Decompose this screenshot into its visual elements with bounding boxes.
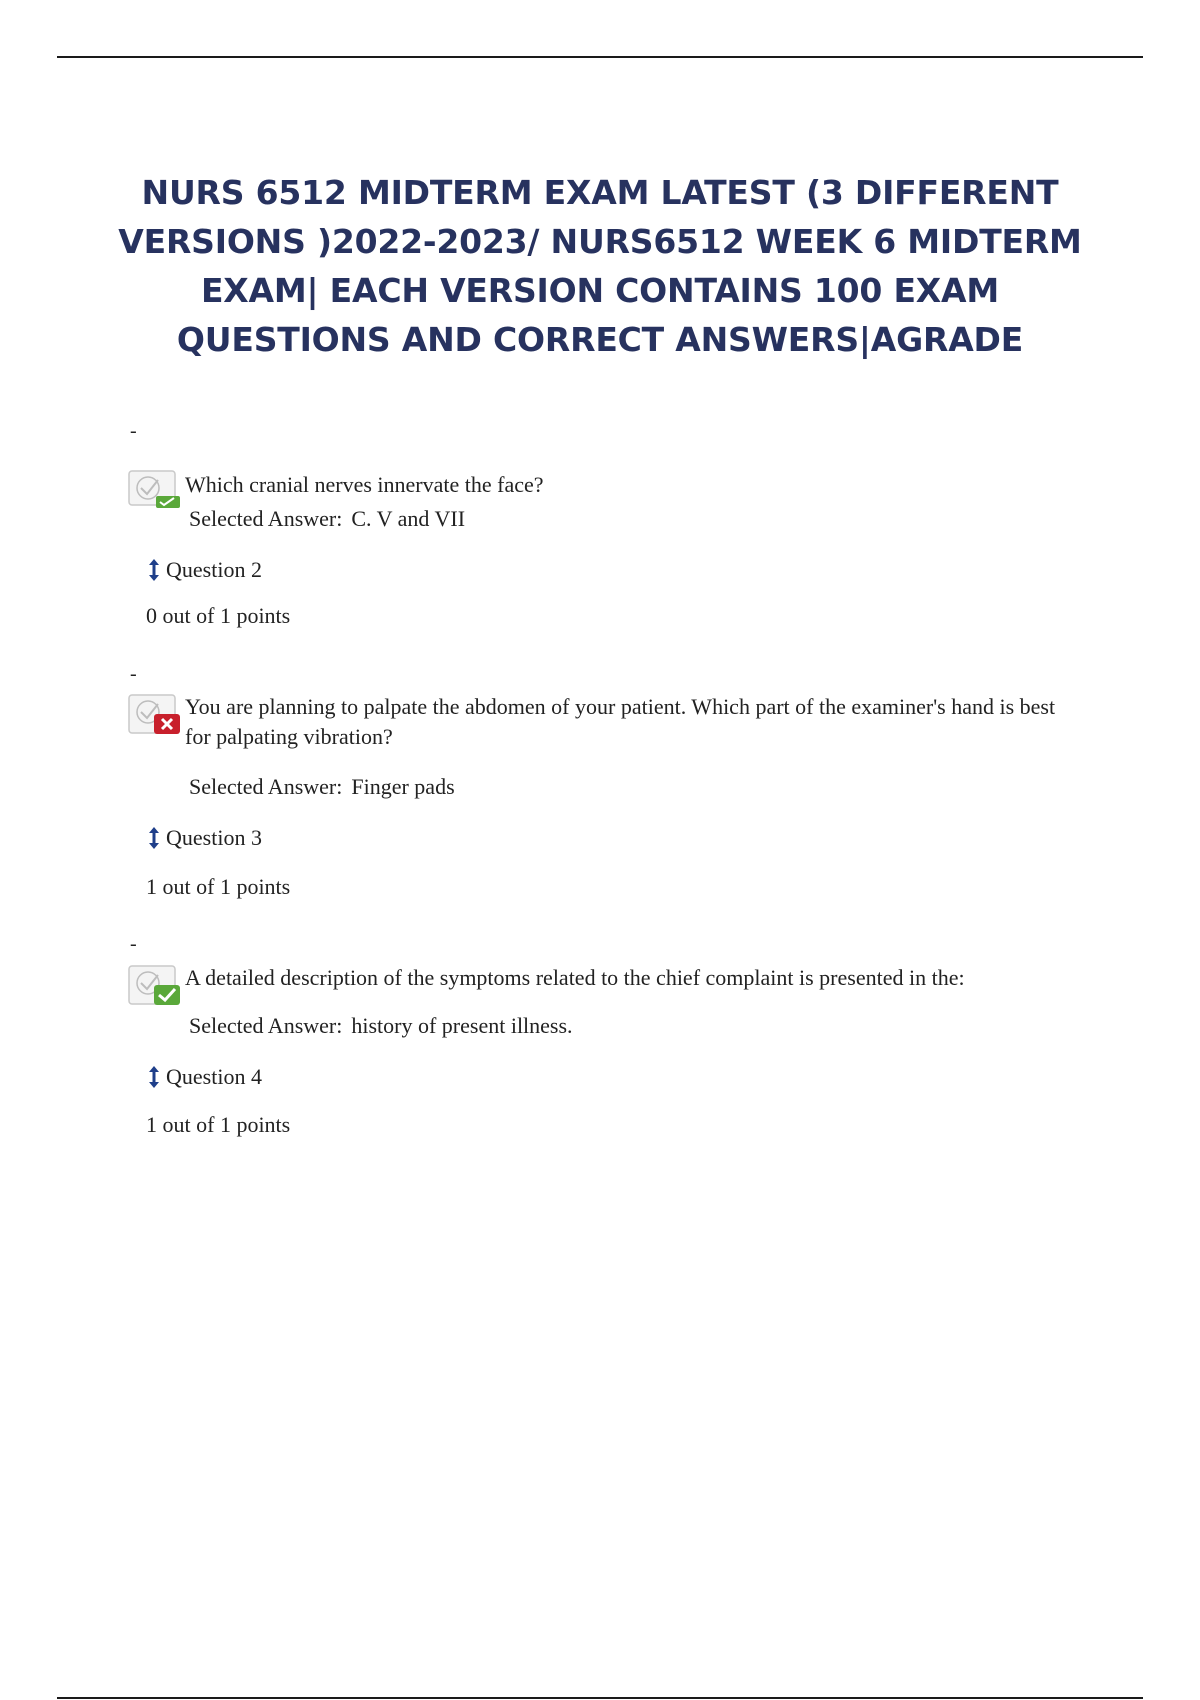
selected-answer-value: C. V and VII (351, 506, 466, 531)
question-points: 1 out of 1 points (146, 1112, 291, 1137)
selected-answer-value: Finger pads (351, 774, 455, 799)
reorder-arrow-icon[interactable] (148, 826, 160, 850)
selected-answer-label: Selected Answer: (189, 506, 343, 531)
document-title: NURS 6512 MIDTERM EXAM LATEST (3 DIFFERENT VERSIONS )2022-2023/ NURS6512 WEEK 6 MIDTERM EXAM| EACH VERSION CONTAINS 100 EXAM QUESTIONS AND CORRECT ANSWERS|AGRADE (118, 173, 1082, 359)
question-number: Question 2 (166, 557, 262, 582)
correct-check-icon (128, 963, 182, 1005)
question-header[interactable] (148, 1064, 262, 1090)
reorder-arrow-icon[interactable] (148, 558, 160, 582)
top-rule (57, 56, 1143, 58)
question-text: You are planning to palpate the abdomen of your patient. Which part of the examiner's hand is best for palpating vibration? (185, 694, 1056, 749)
question-header[interactable] (148, 557, 262, 583)
selected-answer (189, 774, 455, 800)
selected-answer (189, 506, 465, 532)
question-number: Question 4 (166, 1064, 262, 1089)
selected-answer (189, 1013, 573, 1039)
item-separator: - (130, 420, 137, 442)
item-separator: - (130, 663, 137, 685)
question-text: Which cranial nerves innervate the face? (185, 472, 544, 497)
selected-answer-label: Selected Answer: (189, 1013, 343, 1038)
question-header[interactable] (148, 825, 262, 851)
bottom-rule (57, 1697, 1143, 1699)
incorrect-x-icon (128, 692, 182, 734)
selected-answer-label: Selected Answer: (189, 774, 343, 799)
reorder-arrow-icon[interactable] (148, 1065, 160, 1089)
question-number: Question 3 (166, 825, 262, 850)
selected-answer-value: history of present illness. (351, 1013, 573, 1038)
partial-correct-icon (128, 468, 182, 510)
item-separator: - (130, 933, 137, 955)
question-points: 0 out of 1 points (146, 603, 291, 628)
question-points: 1 out of 1 points (146, 874, 291, 899)
question-text: A detailed description of the symptoms related to the chief complaint is presented in the: (185, 965, 965, 990)
